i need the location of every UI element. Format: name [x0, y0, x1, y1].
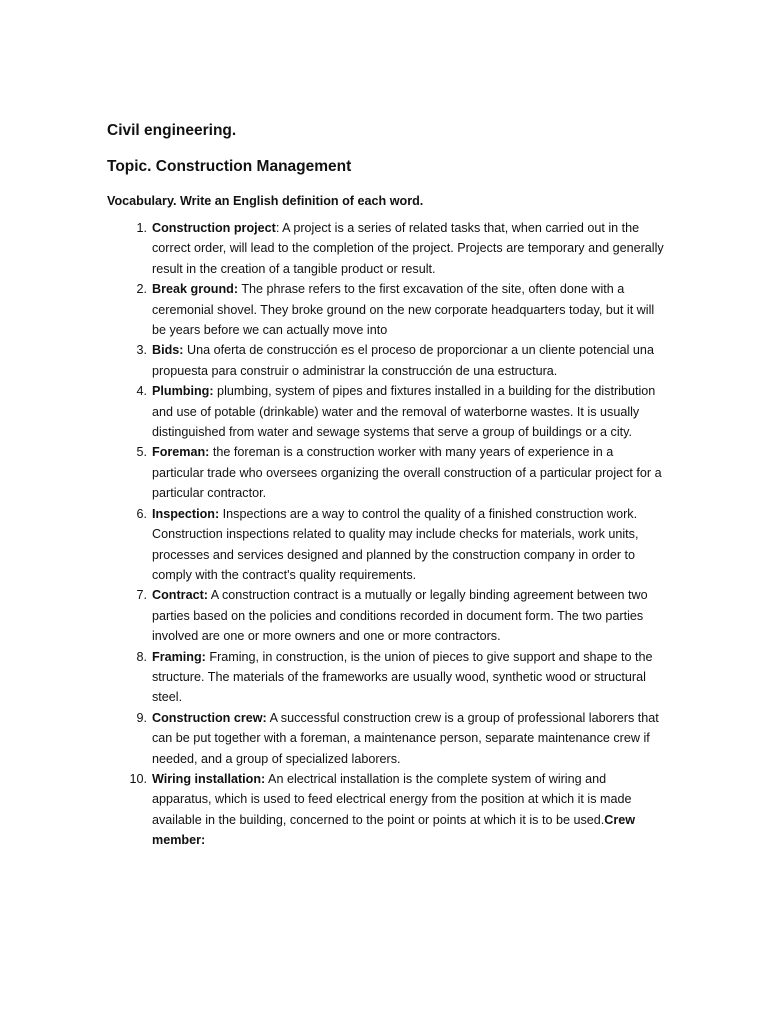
- trailing-term: Crew member:: [152, 812, 636, 848]
- list-item-body: [152, 585, 667, 646]
- term: Bids:: [152, 343, 184, 358]
- list-number-wrap: [107, 585, 152, 605]
- list-item-body: [152, 279, 667, 340]
- list-number: 2.: [136, 282, 147, 297]
- definition: The phrase refers to the first excavation of the site, often done with a ceremonial shovel. They broke ground on the new corporate headquarters today, but it will be years before we can actually move into: [152, 282, 655, 338]
- list-number-wrap: [107, 442, 152, 462]
- definition: A successful construction crew is a group of professional laborers that can be put together with a foreman, a maintenance person, separate maintenance crew if needed, and a group of specialized laborers.: [152, 710, 659, 766]
- list-number: 10.: [129, 771, 147, 786]
- list-number: 5.: [136, 445, 147, 460]
- list-item-body: [152, 218, 667, 279]
- list-item: [107, 708, 667, 769]
- list-item: [107, 647, 667, 708]
- term: Inspection:: [152, 506, 220, 521]
- term: Wiring installation:: [152, 771, 266, 786]
- list-number-wrap: [107, 381, 152, 401]
- term: Framing:: [152, 649, 206, 664]
- list-item: [107, 504, 667, 586]
- list-item-body: [152, 769, 667, 851]
- term: Contract:: [152, 588, 208, 603]
- list-item: [107, 442, 667, 503]
- term: Foreman:: [152, 445, 210, 460]
- list-item-body: [152, 647, 667, 708]
- list-number: 3.: [136, 343, 147, 358]
- list-number-wrap: [107, 769, 152, 789]
- definition: Inspections are a way to control the quality of a finished construction work. Construction inspections related to quality may include checks for materials, work units, processes and services designed and planned by the construction company in order to comply with the contract's quality requirements.: [152, 506, 639, 582]
- list-number-wrap: [107, 504, 152, 524]
- list-item: [107, 585, 667, 646]
- list-number-wrap: [107, 279, 152, 299]
- definition: A construction contract is a mutually or legally binding agreement between two parties based on the policies and conditions recorded in document form. The two parties involved are one or more owners and one or more contractors.: [152, 588, 648, 644]
- list-number: 1.: [136, 221, 147, 235]
- definition: plumbing, system of pipes and fixtures installed in a building for the distribution and use of potable (drinkable) water and the removal of waterborne wastes. It is usually distinguished from water and sewage systems that serve a group of buildings or a city.: [152, 384, 656, 440]
- list-number-wrap: [107, 708, 152, 728]
- list-number-wrap: [107, 340, 152, 360]
- list-item: [107, 340, 667, 381]
- definition: Una oferta de construcción es el proceso de proporcionar a un cliente potencial una propuesta para construir o administrar la construcción de una estructura.: [152, 343, 654, 378]
- definition: : A project is a series of related tasks that, when carried out in the correct order, will lead to the completion of the project. Projects are temporary and generally result in the creation of a tangible product or result.: [152, 221, 664, 276]
- list-item: [107, 381, 667, 442]
- definition: Framing, in construction, is the union of pieces to give support and shape to the structure. The materials of the frameworks are usually wood, synthetic wood or structural steel.: [152, 649, 653, 705]
- definition: An electrical installation is the complete system of wiring and apparatus, which is used to feed electrical energy from the position at which it is made available in the building, concerned to the point or points at which it is to be used.: [152, 771, 632, 827]
- term: Construction crew:: [152, 710, 267, 725]
- term: Plumbing:: [152, 384, 214, 399]
- list-item: [107, 218, 667, 279]
- vocabulary-list: [107, 218, 667, 851]
- list-item: [107, 279, 667, 340]
- list-item-body: [152, 504, 667, 586]
- list-item-body: [152, 381, 667, 442]
- list-number: 8.: [136, 649, 147, 664]
- list-number: 4.: [136, 384, 147, 399]
- term: Construction project: [152, 221, 276, 235]
- topic-heading: Topic. Construction Management: [107, 158, 352, 175]
- list-item-body: [152, 708, 667, 769]
- list-number: 6.: [136, 506, 147, 521]
- definition: the foreman is a construction worker with many years of experience in a particular trade who oversees organizing the overall construction of a particular project for a particular contractor.: [152, 445, 662, 501]
- list-item-body: [152, 442, 667, 503]
- list-number-wrap: [107, 647, 152, 667]
- list-number-wrap: [107, 218, 152, 238]
- list-item: [107, 769, 667, 851]
- vocabulary-instruction: Vocabulary. Write an English definition of each word.: [107, 194, 424, 208]
- document-title: Civil engineering.: [107, 122, 237, 139]
- list-item-body: [152, 340, 667, 381]
- document-content: [107, 121, 667, 851]
- term: Break ground:: [152, 282, 239, 297]
- list-number: 9.: [136, 710, 147, 725]
- list-number: 7.: [136, 588, 147, 603]
